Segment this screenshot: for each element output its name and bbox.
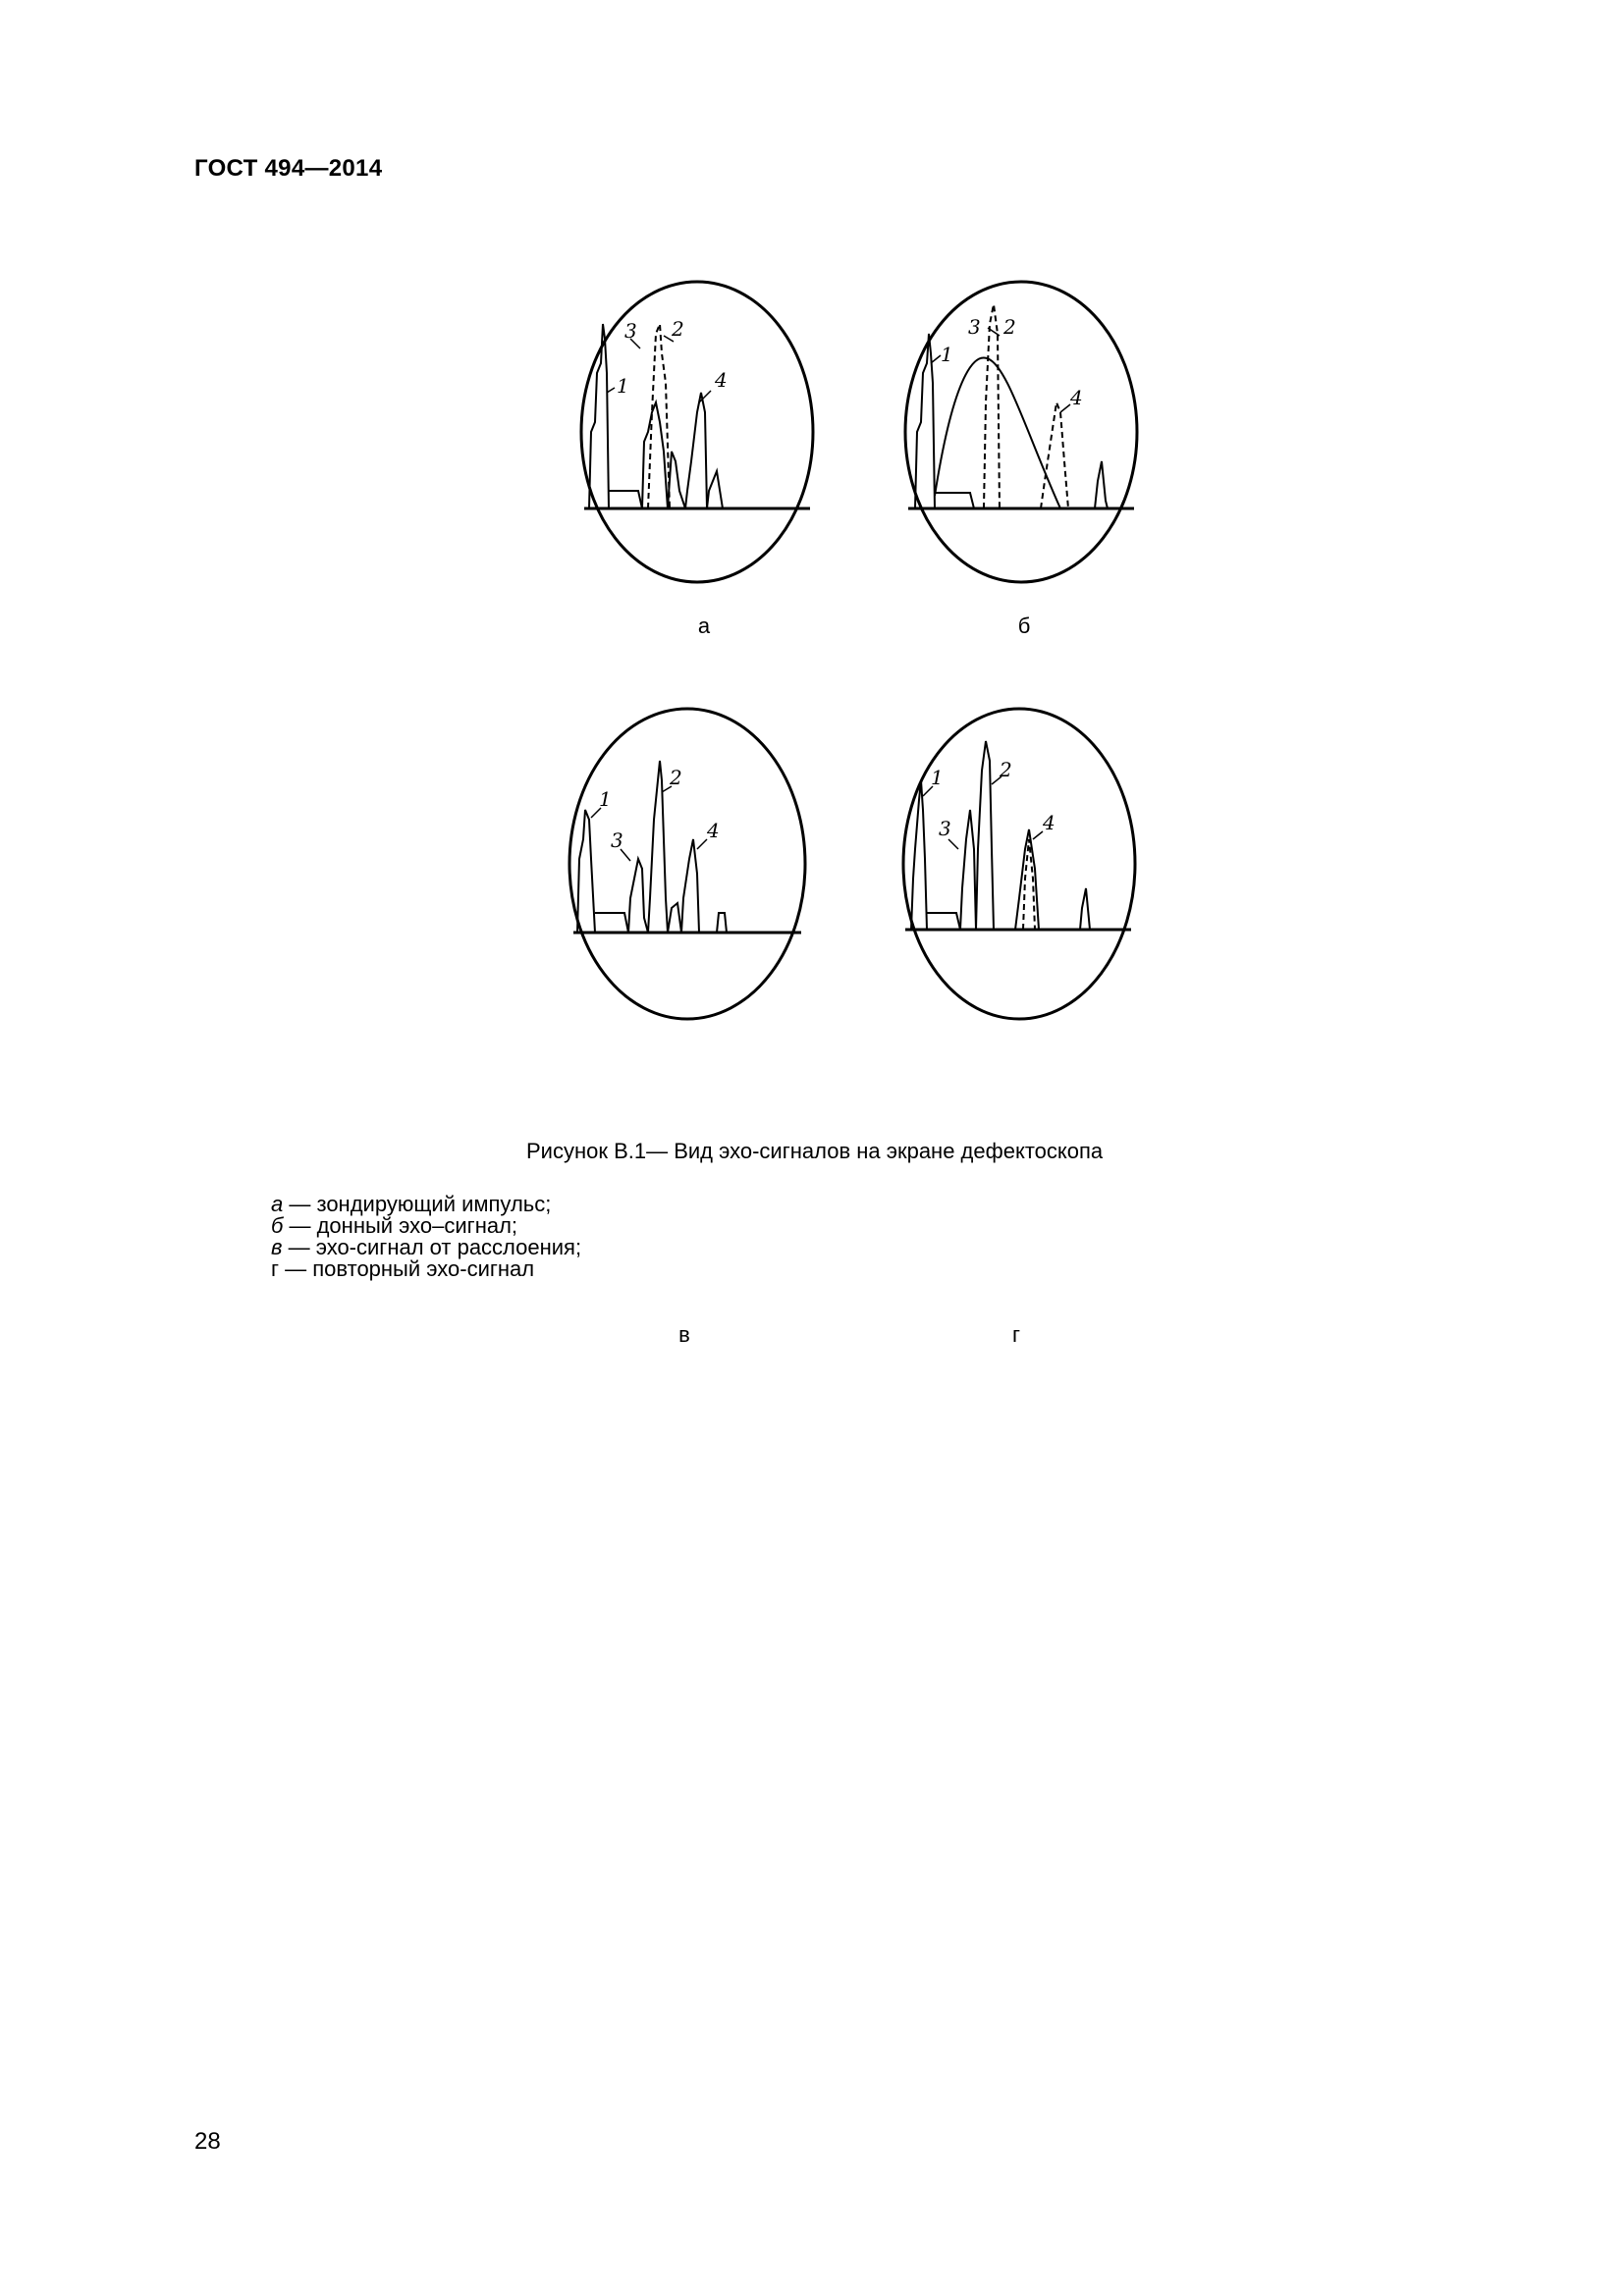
- legend-item: [271, 1215, 581, 1237]
- document-header: ГОСТ 494—2014: [194, 155, 383, 182]
- legend-item: [271, 1237, 581, 1258]
- legend-key: б: [271, 1213, 284, 1238]
- marker-3: 3: [939, 817, 951, 840]
- marker-4: 4: [1043, 811, 1056, 834]
- marker-1: 1: [941, 343, 953, 366]
- marker-4: 4: [707, 819, 720, 842]
- marker-4: 4: [715, 368, 728, 392]
- panel-label-a: а: [697, 614, 711, 638]
- legend-text: — зондирующий импульс;: [283, 1192, 552, 1216]
- panel-label-b: б: [1017, 614, 1031, 638]
- oscilloscope-screen-a: [569, 265, 835, 609]
- marker-2: 2: [670, 766, 682, 789]
- marker-3: 3: [624, 319, 637, 343]
- legend-item: [271, 1258, 581, 1280]
- figure-caption: Рисунок В.1— Вид эхо-сигналов на экране дефектоскопа: [526, 1139, 1104, 1163]
- figure-panel-v: [550, 702, 815, 1347]
- marker-2: 2: [1003, 315, 1016, 339]
- legend-key: г: [271, 1256, 280, 1281]
- figure-panel-a: [569, 265, 835, 638]
- legend-item: [271, 1194, 581, 1215]
- page-number: 28: [194, 2128, 221, 2155]
- oscilloscope-screen-v: [550, 702, 835, 1310]
- marker-3: 3: [611, 828, 623, 852]
- figure-legend: [271, 1194, 581, 1280]
- marker-2: 2: [1000, 758, 1012, 781]
- marker-1: 1: [599, 787, 612, 811]
- legend-text: — эхо-сигнал от расслоения;: [282, 1235, 582, 1259]
- marker-3: 3: [968, 315, 981, 339]
- oscilloscope-screen-g: [884, 702, 1168, 1310]
- legend-key: а: [271, 1192, 284, 1216]
- legend-key: в: [271, 1235, 283, 1259]
- figure-panel-g: [884, 702, 1149, 1347]
- marker-4: 4: [1070, 386, 1083, 409]
- marker-1: 1: [931, 766, 944, 789]
- panel-label-v: в: [678, 1322, 690, 1347]
- panel-label-g: г: [1011, 1322, 1021, 1347]
- oscilloscope-screen-b: [893, 265, 1159, 609]
- marker-1: 1: [617, 374, 629, 398]
- marker-2: 2: [672, 317, 684, 341]
- legend-text: — повторный эхо-сигнал: [279, 1256, 535, 1281]
- figure-panel-b: [893, 265, 1159, 638]
- legend-text: — донный эхо–сигнал;: [283, 1213, 518, 1238]
